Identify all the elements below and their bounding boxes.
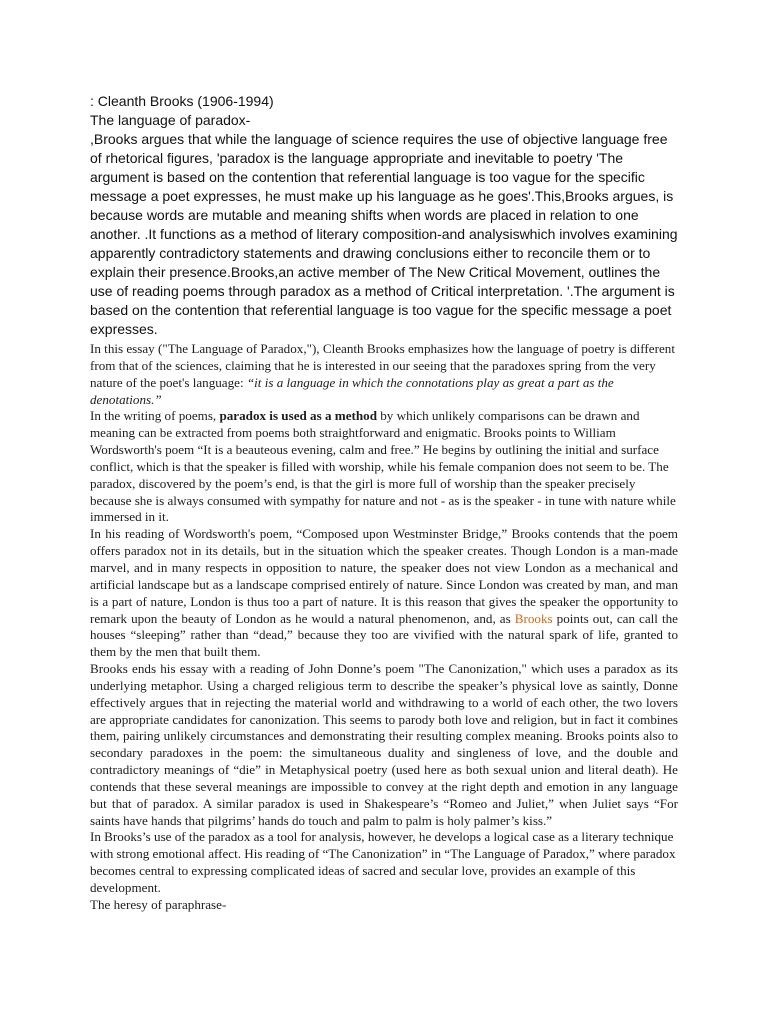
closing-heading: The heresy of paraphrase-: [90, 896, 227, 912]
author-line: : Cleanth Brooks (1906-1994): [90, 93, 274, 109]
canonization-paragraph: Brooks ends his essay with a reading of John Donne’s poem "The Canonization," which uses a paradox as its underlying metaphor. Using a charged religious term to describe the speaker’s physical love as saintly, Donne effectively argues that in rejecting the material world and withdrawing to a world of each other, the two lovers are appropriate candidates for canonization. This seems to parody both love and religion, but in fact it combines them, pairing unlikely circumstances and demonstrating their resulting complex meaning. Brooks points also to secondary paradoxes in the poem: the simultaneous duality and singleness of love, and the double and contradictory meanings of “die” in Metaphysical poetry (used here as both sexual union and literal death). He contends that these several meanings are impossible to convey at the right depth and emotion in any language but that of paradox. A similar paradox is used in Shakespeare’s “Romeo and Juliet,” when Juliet says “For saints have hands that pilgrims’ hands do touch and palm to palm is holy palmer’s kiss.”: [90, 661, 678, 828]
writing-paragraph-bold: paradox is used as a method: [219, 408, 377, 424]
essay-body: [90, 341, 678, 914]
topic-heading: The language of paradox-: [90, 112, 251, 128]
westminster-paragraph: [90, 526, 678, 661]
analysis-paragraph: In Brooks’s use of the paradox as a tool for analysis, however, he develops a logical case as a literary technique with strong emotional affect. His reading of “The Canonization” in “The Language of Paradox,” where paradox becomes central to expressing complicated ideas of sacred and secular love, provides an example of this development.: [90, 829, 676, 895]
essay-paragraph: [90, 341, 678, 408]
essay-quote: “it is a language in which the connotations play as great a part as the denotations.”: [90, 374, 614, 407]
writing-paragraph-rest: by which unlikely comparisons can be drawn and meaning can be extracted from poems both straightforward and enigmatic. Brooks points to William Wordsworth's poem “It is a beauteous evening, calm and free.” He begins by outlining the initial and surface conflict, which is that the speaker is filled with worship, while his female companion does not seem to be. The paradox, discovered by the poem’s end, is that the girl is more full of worship than the speaker precisely because she is always consumed with sympathy for nature and not - as is the speaker - in tune with nature while immersed in it.: [90, 408, 676, 525]
writing-paragraph-lead: In the writing of poems,: [90, 408, 220, 424]
intro-section: [90, 92, 678, 339]
brooks-link[interactable]: Brooks: [514, 610, 553, 626]
westminster-paragraph-text: In his reading of Wordsworth's poem, “Composed upon Westminster Bridge,” Brooks contends that the poem offers paradox not in its details, but in the situation which the speaker creates. Though London is a man-made marvel, and in many respects in opposition to nature, the speaker does not view London as a mechanical and artificial landscape but as a landscape comprised entirely of nature. Since London was created by man, and man is a part of nature, London is thus too a part of nature. It is this reason that gives the speaker the opportunity to remark upon the beauty of London as he would a natural phenomenon, and, as: [90, 526, 678, 626]
document-page: [90, 92, 678, 914]
intro-paragraph: ,Brooks argues that while the language of science requires the use of objective language free of rhetorical figures, 'paradox is the language appropriate and inevitable to poetry 'The argument is based on the contention that referential language is too vague for the specific message a poet expresses, he must make up his language as he goes'.This,Brooks argues, is because words are mutable and meaning shifts when words are placed in relation to one another. .It functions as a method of literary composition-and analysiswhich involves examining apparently contradictory statements and drawing conclusions either to reconcile them or to explain their presence.Brooks,an active member of The New Critical Movement, outlines the use of reading poems through paradox as a method of Critical interpretation. '.The argument is based on the contention that referential language is too vague for the specific message a poet expresses.: [90, 131, 678, 337]
westminster-paragraph-rest: points out, can call the houses “sleeping” rather than “dead,” because they too are vivified with the natural spark of life, granted to them by the men that built them.: [90, 610, 678, 660]
writing-paragraph: [90, 408, 678, 526]
essay-paragraph-text: In this essay ("The Language of Paradox,"), Cleanth Brooks emphasizes how the language of poetry is different from that of the sciences, claiming that he is interested in our seeing that the paradoxes spring from the very nature of the poet's language:: [90, 341, 675, 390]
